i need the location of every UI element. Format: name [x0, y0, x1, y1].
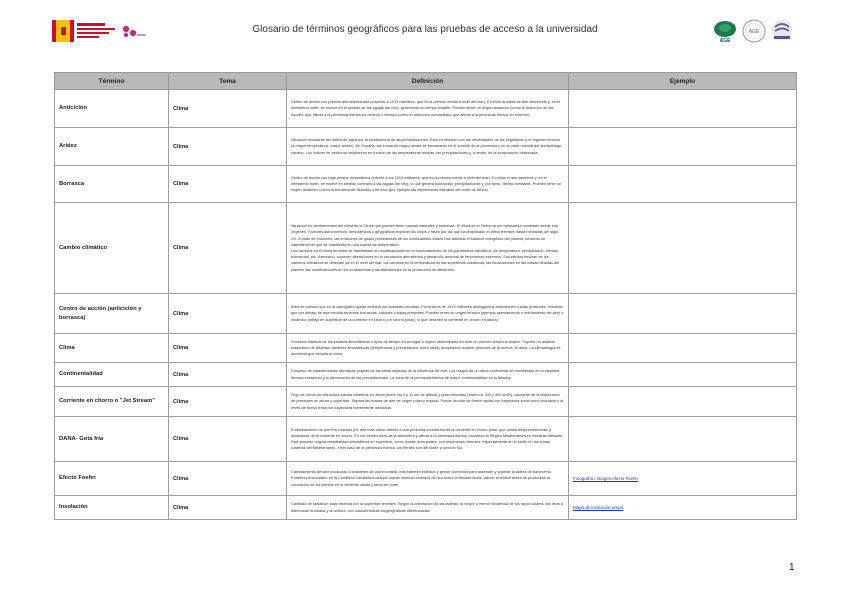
term-cell: Cambio climático: [55, 203, 169, 294]
table-row: [55, 363, 797, 387]
column-header-definition: Definición: [287, 73, 569, 90]
example-cell: [569, 417, 797, 462]
definition-cell: [287, 417, 569, 462]
column-header-term: Término: [55, 73, 169, 90]
theme-cell: Clima: [169, 334, 287, 363]
example-cell: [569, 128, 797, 166]
definition-text: Variación en los elementos del clima de la Tierra que pueden tener causas naturales y humanas. El clima de la Tierra ha por naturaleza cambiado desde sus orígenes. Factores astronómicos, atmosféricos y geográficos explican los ciclos y fases por las que ha atravesado el clima terrestre hasta mediados del siglo XX. A partir de entonces, las emisiones de gases procedentes de los combustibles fósiles han alterado el balance energético del planeta, llevando un calentamiento que se manifiesta en una subida de temperatura.: [291, 224, 559, 247]
definition-cell: [287, 334, 569, 363]
definition-cell: [287, 90, 569, 128]
definition-cell: [287, 128, 569, 166]
theme-cell: Clima: [169, 387, 287, 417]
definition-text: Centro de acción con presión atmosférica alta (superior a 1013 milibares, que es la presión media a nivel del mar). En ellos la masa de aire desciende y, en el hemisferio norte, se mueve en el sentido de las agujas del reloj, generando un tiempo estable. Pueden tener un origen dinámico (como el anticiclón de las Azores, que afecta a la península Ibérica en verano) o térmico (como el anticiclón euroasiático que afecta a la península Ibérica en invierno).: [291, 100, 560, 117]
table-row: [55, 387, 797, 417]
theme-cell: Clima: [169, 294, 287, 334]
definition-cell: [287, 203, 569, 294]
example-cell: [569, 90, 797, 128]
term-cell: Insolación: [55, 496, 169, 520]
definition-text: Centro de acción con baja presión atmosférica (inferior a los 1013 milibares, que es la presión media a nivel del mar). En ellas el aire asciende y, en el hemisferio norte, se mueve en sentido contrario a las agujas del reloj, lo que genera nubosidad, precipitaciones y, por tanto, tiempo inestable. Pueden tener un origen dinámico (como la borrasca de Islandia) o térmico (por ejemplo las depresiones estivales del norte de África).: [291, 175, 562, 193]
age-logo-label: AGE: [719, 38, 731, 44]
definition-cell: [287, 363, 569, 387]
example-cell: [569, 294, 797, 334]
column-header-theme: Tema: [169, 73, 287, 90]
term-cell: Anticiclón: [55, 90, 169, 128]
age-seal-label: AGE: [748, 29, 760, 35]
theme-cell: Clima: [169, 462, 287, 496]
table-row: [55, 90, 797, 128]
ministry-logo: [52, 20, 148, 42]
example-cell: [569, 203, 797, 294]
definition-cell: [287, 462, 569, 496]
definition-text: Sucesión habitual de los estados atmosféricos o tipos de tiempo en un lugar o región determinado durante un período temporal amplio. Supone un análisis estadístico de distintas variables atmosféricas (temperatura y precipitación, entre otras) recopilados durante períodos de al menos 30 años. La climatología es la ciencia que estudia el clima.: [291, 339, 561, 357]
example-cell: [569, 166, 797, 203]
term-cell: DANA- Gota fría: [55, 417, 169, 462]
table-row: [55, 462, 797, 496]
example-cell: [569, 387, 797, 417]
table-row: [55, 203, 797, 294]
definition-cell: [287, 166, 569, 203]
definition-text: Embolsamiento de aire frío rodeado por aire más cálido debido a una profunda ondulación de la corriente en chorro polar, que acaba desprendiéndose y aislándose de la corriente en chorro. En los niveles altos de la atmósfera y afecta a la península ibérica, cruzando la Región Mediterránea en nuestras latitudes. Este proceso origina inestabilidad atmosférica en superficie, como lluvias torrenciales, con fenómenos intensos, especialmente en el otoño en las zonas costeras del Mediterráneo, en el caso de la península Ibérica, los frentes son del Norte y fuera el Sur.: [291, 427, 564, 451]
table-row: [55, 128, 797, 166]
term-cell: Continentalidad: [55, 363, 169, 387]
theme-cell: Clima: [169, 496, 287, 520]
definition-cell: [287, 387, 569, 417]
theme-cell: Clima: [169, 128, 287, 166]
term-cell: Aridez: [55, 128, 169, 166]
term-cell: Borrasca: [55, 166, 169, 203]
table-row: [55, 294, 797, 334]
definition-cell: [287, 294, 569, 334]
theme-cell: Clima: [169, 363, 287, 387]
definition-text: Conjunto de características climáticas propias de las áreas alejadas de la influencia del mar. Los rasgos de un clima continental se manifiestan en la amplitud térmica intraanual y la disminución de las precipitaciones. La zona de la península Ibérica de mayor continentalidad es la Meseta.: [291, 369, 560, 380]
table-row: [55, 496, 797, 520]
definition-text: Los cambios en el clima terrestre se manifiestan en modificaciones en el funcionamiento de los parámetros climáticos (de temperatura, precipitación, vientos, nubosidad, etc. Asimismo, suponen alteraciones en la circulación atmosférica y desarrollo anormal de fenómenos extremos. Sus efectos tendrán de los cambios climáticos se detectan ya en el nivel del mar, los cambios en la temperatura de las superficies oceánicas, las fluctuaciones en las masas heladas del planeta, las modificaciones en los ecosistemas y las alteraciones en la producción de alimentos.: [291, 249, 560, 272]
definition-text: Flujo de viento de estructura tubular existente en altura (entre los 9 y 11 km de altitud) y gran velocidad (entre los 300 y 400 km/h), causante de la distribución de presiones en altura y superficie. Separa las masas de aire de origen polar y tropical. Puede circular de forma rápida con trayectoria zonal poco ondulada o al revés de forma lenta con trayectoria fuertemente ondulada.: [291, 393, 564, 410]
table-row: [55, 166, 797, 203]
example-cell: [569, 363, 797, 387]
age-logos: [712, 18, 796, 44]
theme-cell: Clima: [169, 203, 287, 294]
example-cell: [569, 334, 797, 363]
table-row: [55, 334, 797, 363]
term-cell: Clima: [55, 334, 169, 363]
theme-cell: Clima: [169, 166, 287, 203]
definition-text: Situación resultante del déficit de agua por la insuficiencia de las precipitaciones. Está en relación con las necesidades de las vegetación y el régimen térmico (a mayor temperatura, mayor aridez). En España, las zonas de mayor aridez se encuentran en el sureste de la península y en la parte oriental del archipiélago canario. Los índices de aridez se establecen en función de las temperaturas medias, las precipitaciones y, a veces, de la evaporación observada.: [291, 138, 562, 155]
definition-text: Área de presión que en la cartografía queda definida por isobaras cerradas. Por encima de 1013 milibares distinguimos anticiclones o altas presiones, mientras que por debajo de esa medida tenemos borrascas, ciclones o bajas presiones. Pueden tener un origen térmico (ejemplo asentamiento o enfriamiento del aire) o dinámico (reflejo en superficie de la corriente en chorro o el chorro polar), lo que describe la corriente en chorro en altura).: [291, 305, 564, 322]
theme-cell: Clima: [169, 90, 287, 128]
column-header-example: Ejemplo: [569, 73, 797, 90]
table-header-row: [55, 73, 797, 90]
example-link-foehn[interactable]: Fotografía / imagen efecto Foehn: [573, 476, 638, 481]
term-cell: Centro de acción (anticiclón y borrasca): [55, 294, 169, 334]
page-number: 1: [789, 562, 795, 573]
example-cell: [569, 496, 797, 520]
definition-cell: [287, 496, 569, 520]
term-cell: Corriente en chorro o "Jet Stream": [55, 387, 169, 417]
term-cell: Efecto Foehn: [55, 462, 169, 496]
page-title: Glosario de términos geográficos para las pruebas de acceso a la universidad: [252, 24, 598, 35]
definition-text: Cantidad de radiación solar recibida por la superficie terrestre. Según la orientación de las laderas, la mayor o menor incidencia de los rayos solares nos lleva a diferenciar la solana y la umbría, con características biogeográficas diferenciadas.: [291, 502, 563, 513]
table-row: [55, 417, 797, 462]
example-cell: [569, 462, 797, 496]
definition-text: Calentamiento del aire producido a sotavento de una montaña, tras haberse enfriado y perder humedad para ascender y superar la ladera de barlovento. Podemos encontrarlo en la Cordillera Cantábrica cuando soplan vientos húmedos del sur sobre la Meseta Norte, dando al relieve antes de producirse la circulación de los vientos en la vertiente cálida y seca del norte.: [291, 470, 552, 487]
theme-cell: Clima: [169, 417, 287, 462]
glossary-table: [54, 72, 797, 520]
example-link-insolation[interactable]: Mapa de insolación anual: [573, 505, 623, 510]
